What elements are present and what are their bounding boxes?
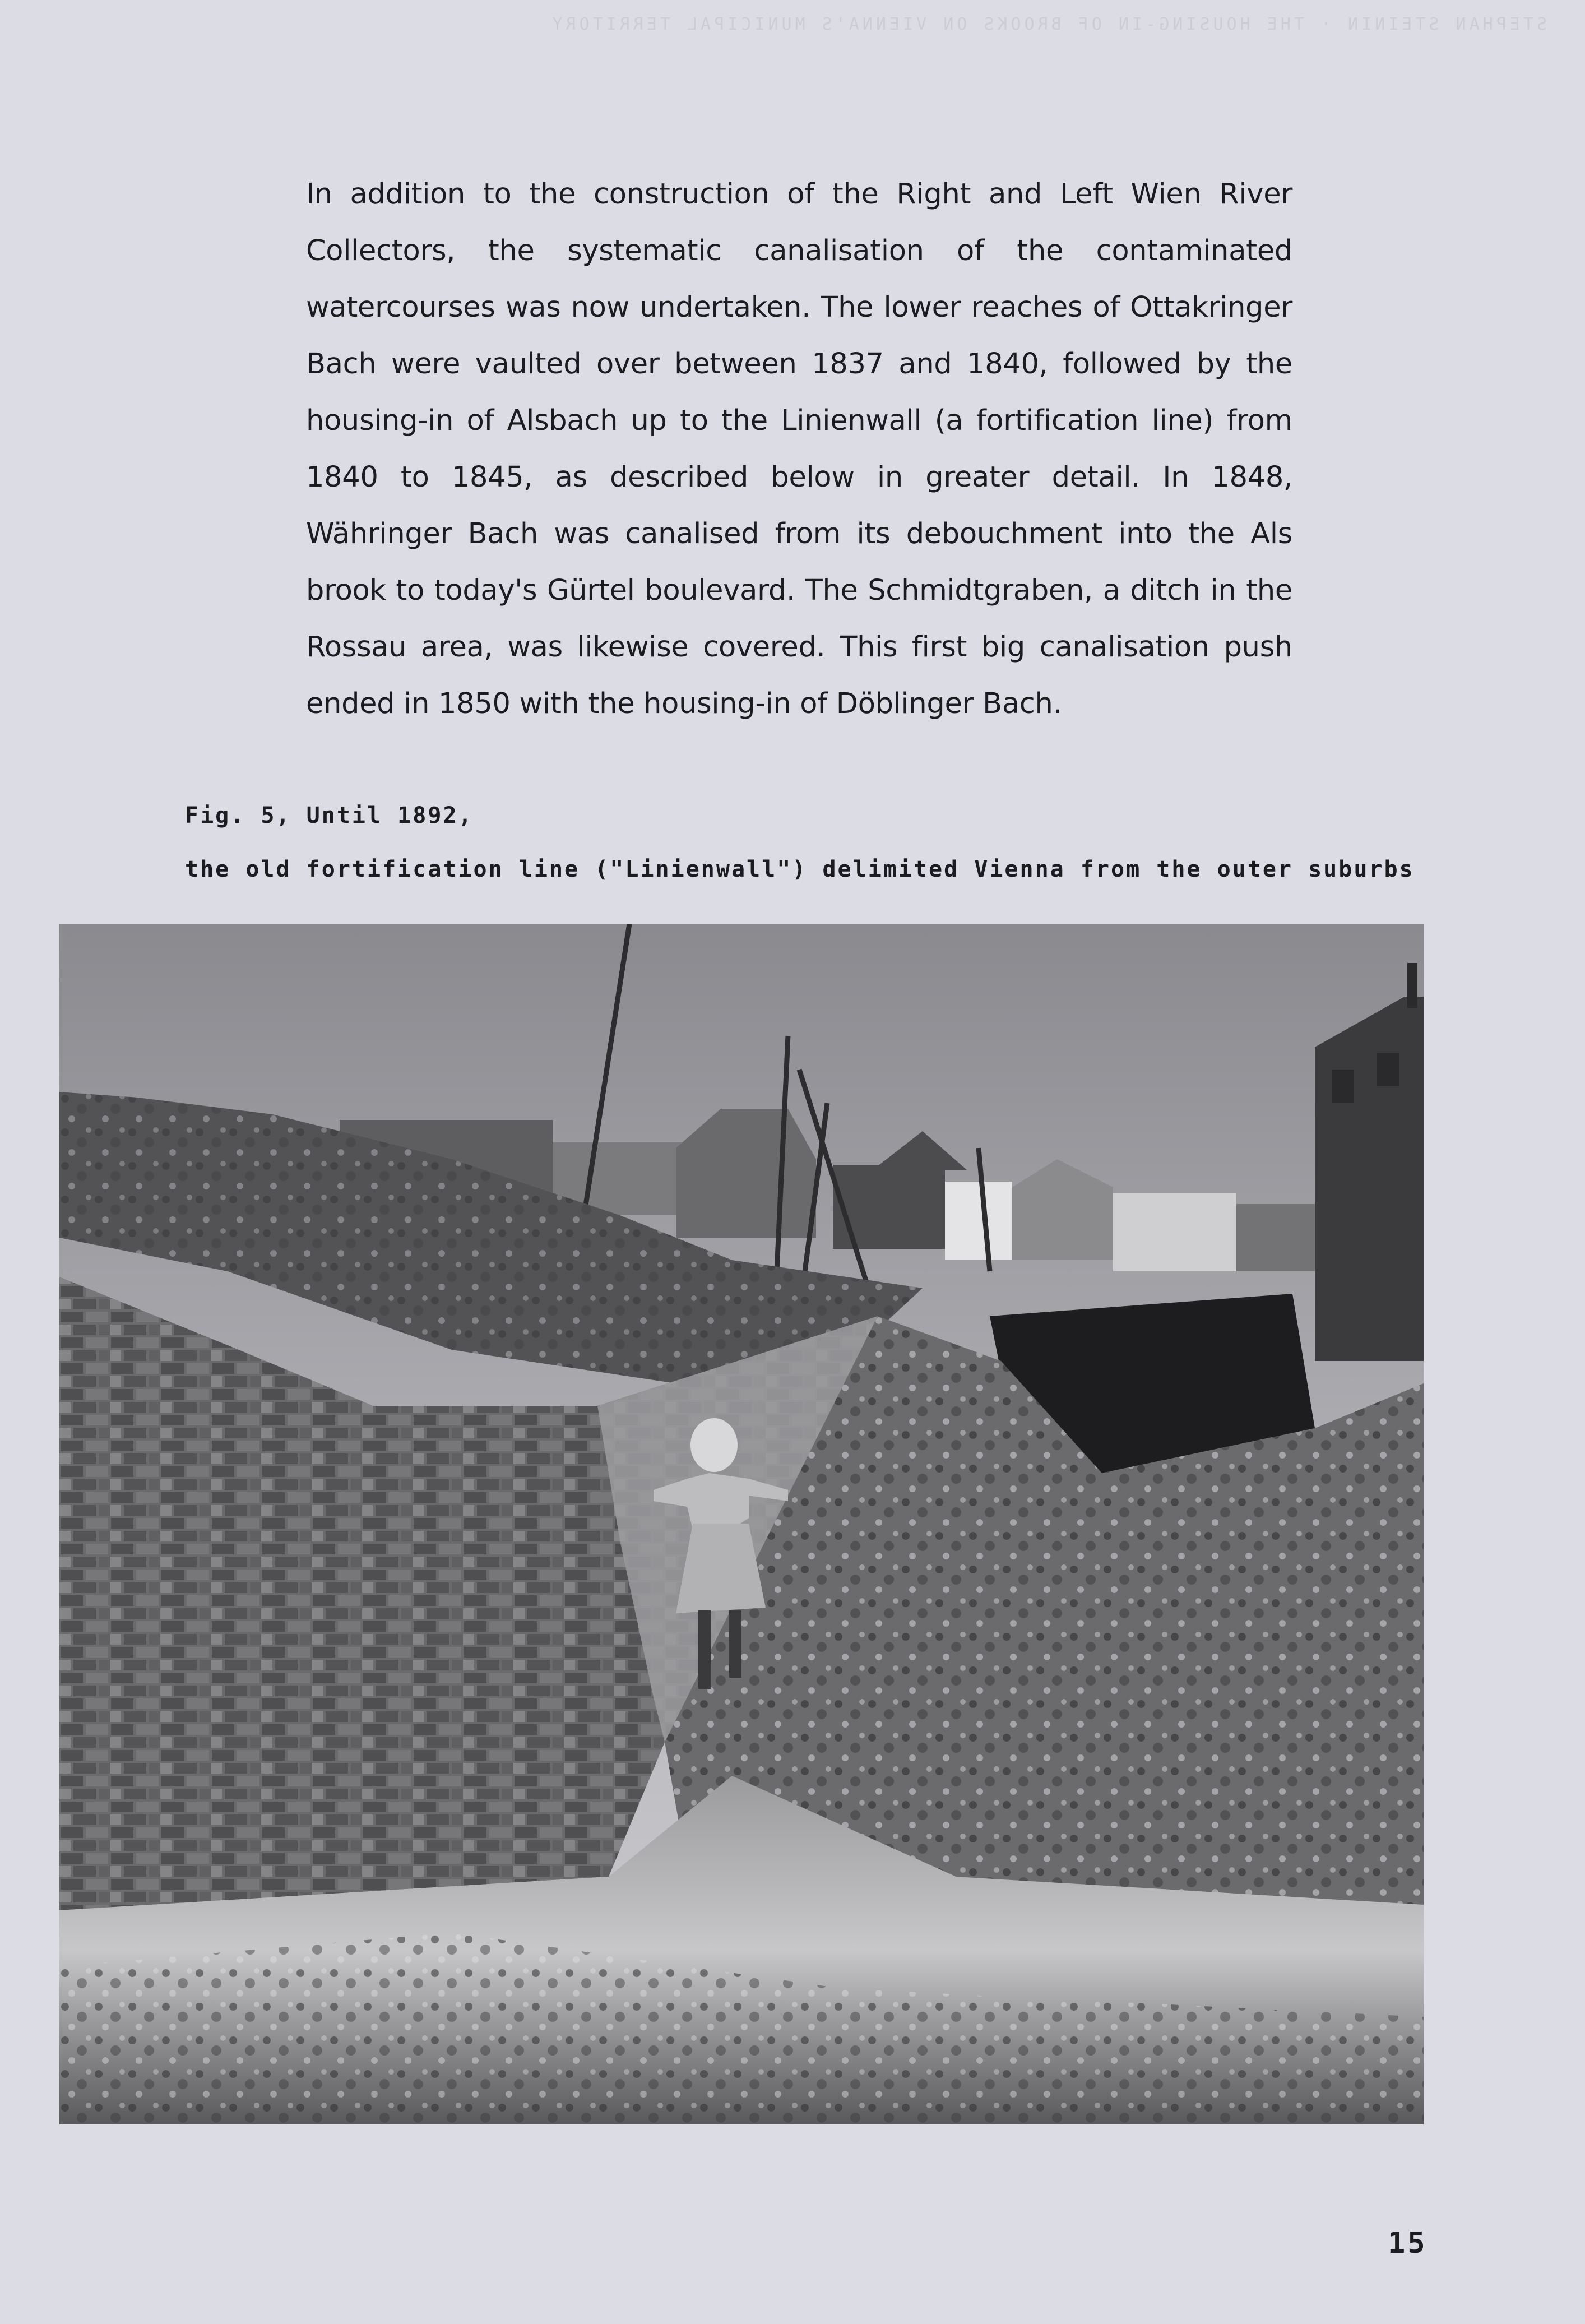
running-header-bleedthrough: STEPHAN STEININ · THE HOUSING-IN OF BROOKS ON VIENNA'S MUNICIPAL TERRITORY bbox=[549, 15, 1547, 34]
figure-caption-line-2: the old fortification line ("Linienwall") delimited Vienna from the outer suburbs bbox=[185, 857, 1415, 882]
page-number: 15 bbox=[1388, 2226, 1428, 2260]
body-paragraph: In addition to the construction of the Right and Left Wien River Collectors, the systematic canalisation of the contaminated watercourses was now undertaken. The lower reaches of Ottakringer Bach were vaulted over between 1837 and 1840, followed by the housing-in of Alsbach up to the Linienwall (a fortification line) from 1840 to 1845, as described below in greater detail. In 1848, Währinger Bach was canalised from its debouchment into the Als brook to today's Gürtel boulevard. The Schmidtgraben, a ditch in the Rossau area, was likewise covered. This first big canalisation push ended in 1850 with the housing-in of Döblinger Bach. bbox=[306, 178, 1292, 720]
historical-photo-linienwall bbox=[59, 924, 1424, 2124]
figure-caption-line-1: Fig. 5, Until 1892, bbox=[185, 803, 474, 828]
